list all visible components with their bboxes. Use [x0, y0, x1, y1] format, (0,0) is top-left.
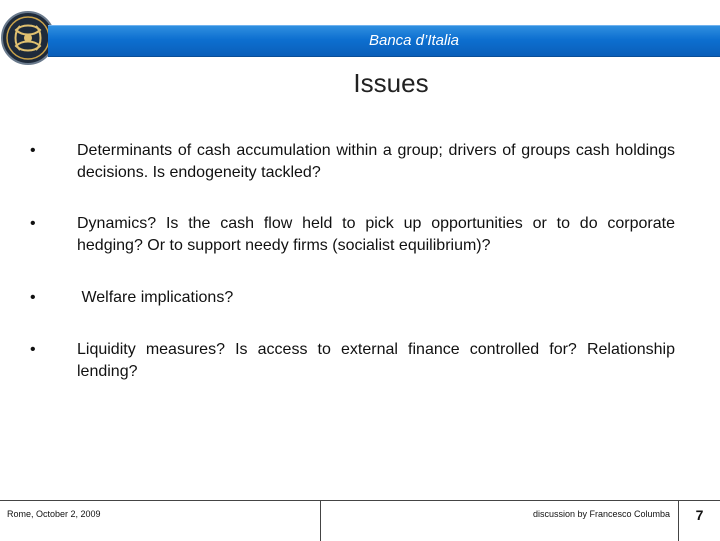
- bullet-text: Welfare implications?: [77, 289, 234, 306]
- bullet-text: Determinants of cash accumulation within a group; drivers of groups cash holdings decisions. Is endogeneity tackled?: [77, 142, 675, 181]
- header-bar: [48, 25, 720, 57]
- slide-title: Issues: [353, 68, 429, 98]
- footer-date: Rome, October 2, 2009: [7, 509, 101, 519]
- footer-left-cell: [0, 501, 321, 541]
- bullet-marker: •: [30, 289, 36, 306]
- footer-right-cell: [321, 501, 679, 541]
- footer-page-cell: [679, 501, 720, 541]
- header-title: Banca d’Italia: [368, 32, 460, 49]
- bullet-marker: •: [30, 142, 36, 159]
- bullet-text: Dynamics? Is the cash flow held to pick up opportunities or to do corporate hedging? Or to support needy firms (socialist equilibrium)?: [77, 215, 675, 254]
- bullet-marker: •: [30, 341, 36, 358]
- bullet-marker: •: [30, 215, 36, 232]
- page-number: 7: [695, 507, 704, 523]
- footer-author: discussion by Francesco Columba: [532, 509, 670, 519]
- bullet-text: Liquidity measures? Is access to external finance controlled for? Relationship lending?: [77, 341, 675, 380]
- footer: [0, 500, 720, 541]
